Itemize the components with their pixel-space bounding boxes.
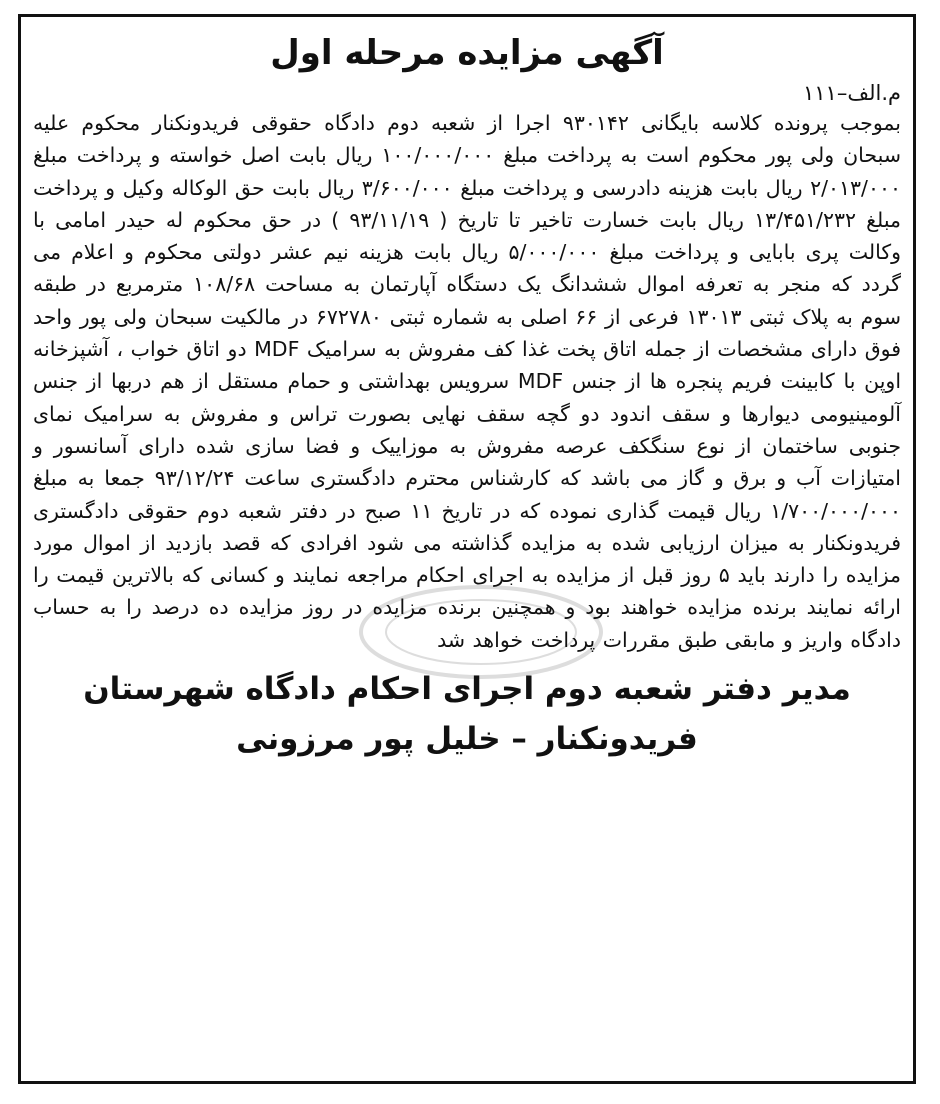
signature-line-1: مدیر دفتر شعبه دوم اجرای احکام دادگاه شهرستان	[83, 671, 851, 708]
signature-line-2: فریدونکنار – خلیل پور مرزونی	[236, 721, 698, 758]
notice-body: بموجب پرونده کلاسه بایگانی ۹۳۰۱۴۲ اجرا از شعبه دوم دادگاه حقوقی فریدونکنار محکوم علیه سبحان ولی پور محکوم است به پرداخت مبلغ ۱۰۰/۰۰۰/۰۰۰ ریال بابت اصل خواسته و پرداخت مبلغ ۲/۰۱۳/۰۰۰ ریال بابت هزینه دادرسی و پرداخت مبلغ ۳/۶۰۰/۰۰۰ ریال بابت حق الوکاله وکیل و پرداخت مبلغ ۱۳/۴۵۱/۲۳۲ ریال بابت خسارت تاخیر تا تاریخ ( ۹۳/۱۱/۱۹ ) در حق محکوم له حیدر امامی با وکالت پری بابایی و پرداخت مبلغ ۵/۰۰۰/۰۰۰ ریال بابت هزینه نیم عشر دولتی محکوم و اعلام می گردد که منجر به تعرفه اموال ششدانگ یک دستگاه آپارتمان به مساحت ۱۰۸/۶۸ مترمربع در طبقه سوم به پلاک ثبتی ۱۳۰۱۳ فرعی از ۶۶ اصلی به شماره ثبتی ۶۷۲۷۸۰ در مالکیت سبحان ولی پور واحد فوق دارای مشخصات از جمله اتاق پخت غذا کف مفروش به سرامیک MDF دو اتاق خواب ، آشپزخانه اوپن با کابینت فریم پنجره ها از جنس MDF سرویس بهداشتی و حمام مستقل از هم دربها از جنس آلومینیومی دیوارها و سقف اندود دو گچه سقف نهایی بصورت تراس و مفروش به سرامیک نمای جنوبی ساختمان از نوع سنگکف عرصه مفروش به موزاییک و فضا سازی شده دارای آسانسور و امتیازات آب و برق و گاز می باشد که کارشناس محترم دادگستری ساعت ۹۳/۱۲/۲۴ جمعا به مبلغ ۱/۷۰۰/۰۰۰/۰۰۰ ریال قیمت گذاری نموده که در تاریخ ۱۱ صبح در دفتر شعبه دوم حقوقی دادگستری فریدونکنار به میزان ارزیابی شده به مزایده گذاشته می شود افرادی که قصد بازدید از اموال مورد مزایده را دارند باید ۵ روز قبل از مزایده به اجرای احکام مراجعه نمایند و کسانی که بالاترین قیمت را ارائه نمایند برنده مزایده خواهند بود و همچنین برنده مزایده در روز مزایده ده درصد را به حساب دادگاه واریز و مابقی طبق مقررات پرداخت خواهد شد	[33, 111, 902, 652]
signature-block	[29, 664, 905, 764]
notice-content	[29, 17, 905, 1081]
reference-number: م.الف–۱۱۱	[803, 81, 901, 105]
notice-frame	[18, 14, 916, 1084]
notice-title: آگهی مزایده مرحله اول	[270, 33, 664, 73]
